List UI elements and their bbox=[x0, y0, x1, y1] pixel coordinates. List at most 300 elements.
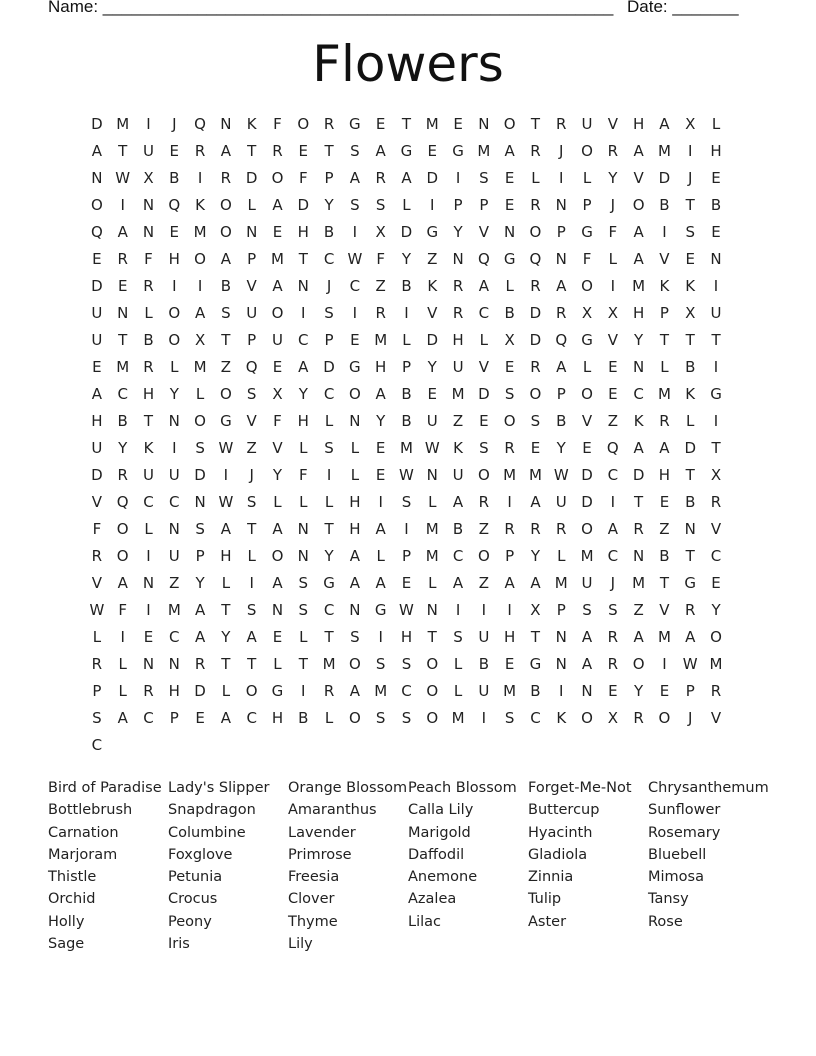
grid-letter[interactable]: T bbox=[530, 628, 541, 646]
grid-letter[interactable]: G bbox=[529, 655, 542, 673]
grid-letter[interactable]: M bbox=[193, 358, 207, 376]
grid-letter[interactable]: D bbox=[529, 331, 542, 349]
grid-letter[interactable]: L bbox=[118, 655, 127, 673]
grid-letter[interactable]: G bbox=[220, 412, 232, 430]
grid-letter[interactable]: L bbox=[273, 655, 282, 673]
grid-letter[interactable]: N bbox=[297, 277, 309, 295]
grid-letter[interactable]: C bbox=[323, 250, 335, 268]
grid-letter[interactable]: Y bbox=[634, 682, 644, 700]
grid-letter[interactable]: T bbox=[685, 547, 695, 565]
grid-letter[interactable]: P bbox=[479, 196, 489, 214]
grid-letter[interactable]: N bbox=[555, 250, 567, 268]
grid-letter[interactable]: Y bbox=[401, 250, 412, 268]
grid-letter[interactable]: R bbox=[375, 169, 386, 187]
grid-letter[interactable]: S bbox=[479, 169, 489, 187]
grid-letter[interactable]: P bbox=[556, 601, 566, 619]
grid-letter[interactable]: D bbox=[632, 466, 645, 484]
grid-letter[interactable]: H bbox=[91, 412, 103, 430]
grid-letter[interactable]: T bbox=[711, 331, 721, 349]
grid-letter[interactable]: O bbox=[426, 709, 439, 727]
grid-letter[interactable]: M bbox=[116, 358, 130, 376]
grid-letter[interactable]: L bbox=[324, 493, 334, 511]
grid-letter[interactable]: A bbox=[117, 709, 128, 727]
grid-letter[interactable]: S bbox=[221, 304, 231, 322]
grid-letter[interactable]: V bbox=[710, 709, 722, 727]
grid-letter[interactable]: C bbox=[143, 493, 154, 511]
grid-letter[interactable]: T bbox=[324, 520, 334, 538]
grid-letter[interactable]: Q bbox=[606, 439, 619, 457]
grid-letter[interactable]: O bbox=[219, 223, 232, 241]
grid-letter[interactable]: L bbox=[453, 655, 463, 673]
grid-letter[interactable]: A bbox=[556, 277, 567, 295]
grid-letter[interactable]: S bbox=[195, 439, 205, 457]
grid-letter[interactable]: A bbox=[504, 574, 515, 592]
grid-letter[interactable]: I bbox=[430, 196, 435, 214]
grid-letter[interactable]: O bbox=[503, 412, 516, 430]
grid-letter[interactable]: T bbox=[221, 331, 231, 349]
grid-letter[interactable]: D bbox=[91, 277, 103, 295]
grid-letter[interactable]: N bbox=[633, 358, 645, 376]
grid-letter[interactable]: Y bbox=[195, 574, 205, 592]
grid-letter[interactable]: L bbox=[299, 439, 308, 457]
grid-letter[interactable]: A bbox=[633, 628, 644, 646]
grid-letter[interactable]: O bbox=[245, 682, 258, 700]
grid-letter[interactable]: G bbox=[349, 358, 361, 376]
grid-letter[interactable]: R bbox=[530, 358, 541, 376]
grid-letter[interactable]: C bbox=[452, 547, 464, 565]
grid-letter[interactable]: T bbox=[659, 574, 670, 592]
grid-letter[interactable]: L bbox=[350, 439, 360, 457]
grid-letter[interactable]: L bbox=[453, 682, 463, 700]
grid-letter[interactable]: V bbox=[659, 601, 670, 619]
grid-letter[interactable]: L bbox=[324, 412, 334, 430]
grid-letter[interactable]: D bbox=[426, 169, 439, 187]
grid-letter[interactable]: M bbox=[167, 601, 181, 619]
grid-letter[interactable]: A bbox=[607, 520, 618, 538]
grid-letter[interactable]: U bbox=[246, 304, 258, 322]
grid-letter[interactable]: E bbox=[272, 223, 283, 241]
grid-letter[interactable]: P bbox=[247, 331, 257, 349]
grid-letter[interactable]: C bbox=[143, 709, 154, 727]
grid-letter[interactable]: U bbox=[452, 358, 464, 376]
grid-letter[interactable]: N bbox=[194, 493, 206, 511]
grid-letter[interactable]: X bbox=[607, 709, 618, 727]
grid-letter[interactable]: A bbox=[556, 358, 567, 376]
grid-letter[interactable]: V bbox=[659, 250, 670, 268]
grid-letter[interactable]: K bbox=[246, 115, 257, 133]
grid-letter[interactable]: A bbox=[220, 250, 232, 268]
grid-letter[interactable]: P bbox=[453, 196, 463, 214]
grid-letter[interactable]: R bbox=[607, 655, 619, 673]
grid-letter[interactable]: A bbox=[349, 547, 360, 565]
grid-letter[interactable]: P bbox=[659, 304, 669, 322]
grid-letter[interactable]: S bbox=[324, 304, 334, 322]
grid-letter[interactable]: K bbox=[427, 277, 438, 295]
grid-letter[interactable]: S bbox=[324, 439, 334, 457]
grid-letter[interactable]: J bbox=[249, 466, 254, 484]
grid-letter[interactable]: K bbox=[659, 277, 670, 295]
grid-letter[interactable]: E bbox=[711, 169, 721, 187]
grid-letter[interactable]: A bbox=[530, 493, 541, 511]
grid-letter[interactable]: N bbox=[271, 601, 284, 619]
grid-letter[interactable]: E bbox=[427, 142, 437, 160]
grid-letter[interactable]: T bbox=[324, 628, 334, 646]
grid-letter[interactable]: D bbox=[478, 385, 490, 403]
grid-letter[interactable]: N bbox=[349, 601, 361, 619]
grid-letter[interactable]: H bbox=[297, 412, 309, 430]
grid-letter[interactable]: A bbox=[581, 655, 593, 673]
grid-letter[interactable]: O bbox=[581, 520, 593, 538]
grid-letter[interactable]: A bbox=[478, 277, 489, 295]
grid-letter[interactable]: A bbox=[659, 115, 670, 133]
grid-letter[interactable]: K bbox=[556, 709, 567, 727]
grid-letter[interactable]: A bbox=[272, 196, 283, 214]
grid-letter[interactable]: M bbox=[322, 655, 336, 673]
grid-letter[interactable]: E bbox=[504, 169, 515, 187]
grid-letter[interactable]: A bbox=[659, 439, 670, 457]
grid-letter[interactable]: N bbox=[555, 628, 567, 646]
grid-letter[interactable]: Z bbox=[452, 412, 464, 430]
grid-letter[interactable]: L bbox=[428, 574, 437, 592]
grid-letter[interactable]: I bbox=[662, 223, 667, 241]
grid-letter[interactable]: I bbox=[172, 277, 177, 295]
grid-letter[interactable]: X bbox=[530, 601, 541, 619]
grid-letter[interactable]: L bbox=[479, 331, 489, 349]
grid-letter[interactable]: L bbox=[324, 709, 334, 727]
grid-letter[interactable]: F bbox=[144, 250, 153, 268]
grid-letter[interactable]: L bbox=[608, 250, 618, 268]
grid-letter[interactable]: S bbox=[92, 709, 102, 727]
grid-letter[interactable]: A bbox=[194, 601, 206, 619]
grid-letter[interactable]: M bbox=[374, 682, 388, 700]
grid-letter[interactable]: I bbox=[610, 493, 616, 511]
grid-letter[interactable]: X bbox=[685, 304, 696, 322]
grid-letter[interactable]: E bbox=[350, 331, 360, 349]
grid-letter[interactable]: H bbox=[504, 628, 516, 646]
grid-letter[interactable]: Y bbox=[118, 439, 128, 457]
grid-letter[interactable]: H bbox=[168, 250, 180, 268]
grid-letter[interactable]: O bbox=[168, 304, 181, 322]
grid-letter[interactable]: L bbox=[505, 277, 514, 295]
grid-letter[interactable]: T bbox=[685, 331, 695, 349]
grid-letter[interactable]: C bbox=[349, 277, 361, 295]
grid-letter[interactable]: I bbox=[301, 682, 306, 700]
grid-letter[interactable]: X bbox=[607, 304, 618, 322]
grid-letter[interactable]: H bbox=[375, 358, 387, 376]
grid-letter[interactable]: O bbox=[116, 520, 129, 538]
grid-letter[interactable]: I bbox=[223, 466, 229, 484]
grid-letter[interactable]: I bbox=[146, 547, 151, 565]
grid-letter[interactable]: C bbox=[710, 547, 722, 565]
grid-letter[interactable]: S bbox=[685, 223, 695, 241]
grid-letter[interactable]: M bbox=[657, 385, 671, 403]
grid-letter[interactable]: L bbox=[557, 547, 566, 565]
grid-letter[interactable]: I bbox=[301, 304, 306, 322]
grid-letter[interactable]: R bbox=[194, 655, 206, 673]
grid-letter[interactable]: U bbox=[91, 304, 103, 322]
grid-letter[interactable]: A bbox=[375, 574, 386, 592]
grid-letter[interactable]: S bbox=[246, 385, 257, 403]
grid-letter[interactable]: E bbox=[298, 142, 309, 160]
grid-letter[interactable]: E bbox=[272, 628, 283, 646]
grid-letter[interactable]: K bbox=[453, 439, 463, 457]
grid-letter[interactable]: W bbox=[399, 466, 414, 484]
grid-letter[interactable]: I bbox=[197, 169, 203, 187]
grid-letter[interactable]: B bbox=[401, 385, 412, 403]
grid-letter[interactable]: Z bbox=[220, 358, 232, 376]
grid-letter[interactable]: D bbox=[194, 682, 206, 700]
grid-letter[interactable]: Q bbox=[477, 250, 490, 268]
grid-letter[interactable]: A bbox=[375, 142, 386, 160]
grid-letter[interactable]: R bbox=[143, 277, 154, 295]
grid-letter[interactable]: A bbox=[530, 574, 541, 592]
grid-letter[interactable]: X bbox=[581, 304, 593, 322]
grid-letter[interactable]: O bbox=[348, 655, 361, 673]
grid-letter[interactable]: S bbox=[582, 601, 592, 619]
grid-letter[interactable]: M bbox=[528, 466, 542, 484]
grid-letter[interactable]: Y bbox=[324, 196, 334, 214]
grid-letter[interactable]: I bbox=[507, 601, 512, 619]
grid-letter[interactable]: D bbox=[581, 466, 593, 484]
grid-letter[interactable]: I bbox=[120, 628, 125, 646]
grid-letter[interactable]: V bbox=[710, 520, 722, 538]
grid-letter[interactable]: S bbox=[298, 574, 309, 592]
grid-letter[interactable]: G bbox=[581, 223, 593, 241]
grid-letter[interactable]: S bbox=[479, 439, 489, 457]
grid-letter[interactable]: G bbox=[581, 331, 593, 349]
grid-letter[interactable]: T bbox=[659, 331, 670, 349]
grid-letter[interactable]: U bbox=[143, 466, 154, 484]
grid-letter[interactable]: A bbox=[220, 709, 232, 727]
grid-letter[interactable]: E bbox=[711, 574, 721, 592]
grid-letter[interactable]: R bbox=[272, 142, 283, 160]
grid-letter[interactable]: E bbox=[685, 250, 695, 268]
grid-letter[interactable]: J bbox=[610, 196, 616, 214]
grid-letter[interactable]: M bbox=[451, 385, 465, 403]
grid-letter[interactable]: B bbox=[298, 709, 309, 727]
grid-letter[interactable]: W bbox=[89, 601, 105, 619]
grid-letter[interactable]: S bbox=[375, 655, 386, 673]
grid-letter[interactable]: O bbox=[194, 250, 206, 268]
grid-letter[interactable]: G bbox=[271, 682, 284, 700]
grid-letter[interactable]: Y bbox=[298, 385, 308, 403]
grid-letter[interactable]: H bbox=[658, 466, 671, 484]
grid-letter[interactable]: Z bbox=[478, 520, 489, 538]
grid-letter[interactable]: A bbox=[633, 223, 644, 241]
grid-letter[interactable]: I bbox=[662, 655, 667, 673]
grid-letter[interactable]: Z bbox=[169, 574, 180, 592]
grid-letter[interactable]: A bbox=[633, 439, 644, 457]
grid-letter[interactable]: C bbox=[117, 385, 128, 403]
grid-letter[interactable]: C bbox=[633, 385, 644, 403]
grid-letter[interactable]: R bbox=[710, 682, 722, 700]
grid-letter[interactable]: G bbox=[426, 223, 439, 241]
grid-letter[interactable]: S bbox=[504, 385, 515, 403]
grid-letter[interactable]: L bbox=[118, 682, 127, 700]
grid-letter[interactable]: Z bbox=[478, 574, 489, 592]
grid-letter[interactable]: M bbox=[657, 142, 671, 160]
grid-letter[interactable]: R bbox=[556, 115, 567, 133]
grid-letter[interactable]: U bbox=[168, 466, 180, 484]
grid-letter[interactable]: N bbox=[297, 547, 309, 565]
grid-letter[interactable]: A bbox=[272, 520, 283, 538]
grid-letter[interactable]: I bbox=[146, 601, 151, 619]
grid-letter[interactable]: N bbox=[117, 304, 129, 322]
grid-letter[interactable]: D bbox=[194, 466, 206, 484]
grid-letter[interactable]: X bbox=[272, 385, 283, 403]
grid-letter[interactable]: J bbox=[688, 709, 693, 727]
grid-letter[interactable]: E bbox=[659, 493, 670, 511]
grid-letter[interactable]: D bbox=[91, 466, 103, 484]
grid-letter[interactable]: S bbox=[608, 601, 618, 619]
grid-letter[interactable]: E bbox=[401, 574, 412, 592]
grid-letter[interactable]: E bbox=[659, 682, 670, 700]
grid-letter[interactable]: A bbox=[401, 169, 412, 187]
grid-letter[interactable]: A bbox=[220, 520, 232, 538]
grid-letter[interactable]: B bbox=[556, 412, 567, 430]
grid-letter[interactable]: S bbox=[350, 628, 360, 646]
grid-letter[interactable]: P bbox=[556, 223, 566, 241]
grid-letter[interactable]: I bbox=[455, 169, 461, 187]
grid-letter[interactable]: I bbox=[146, 115, 151, 133]
grid-letter[interactable]: M bbox=[451, 709, 465, 727]
grid-letter[interactable]: B bbox=[220, 277, 232, 295]
grid-letter[interactable]: I bbox=[404, 520, 409, 538]
grid-letter[interactable]: U bbox=[581, 574, 593, 592]
grid-letter[interactable]: R bbox=[117, 250, 128, 268]
grid-letter[interactable]: A bbox=[581, 628, 593, 646]
grid-letter[interactable]: N bbox=[297, 520, 309, 538]
grid-letter[interactable]: P bbox=[195, 547, 205, 565]
grid-letter[interactable]: O bbox=[116, 547, 129, 565]
grid-letter[interactable]: R bbox=[633, 709, 644, 727]
grid-letter[interactable]: P bbox=[556, 385, 566, 403]
grid-letter[interactable]: D bbox=[529, 304, 542, 322]
grid-letter[interactable]: I bbox=[559, 169, 564, 187]
grid-letter[interactable]: Q bbox=[90, 223, 103, 241]
grid-letter[interactable]: H bbox=[349, 520, 361, 538]
grid-letter[interactable]: F bbox=[608, 223, 618, 241]
grid-letter[interactable]: L bbox=[299, 628, 308, 646]
grid-letter[interactable]: Z bbox=[607, 412, 618, 430]
grid-letter[interactable]: M bbox=[425, 520, 439, 538]
grid-letter[interactable]: P bbox=[324, 169, 334, 187]
grid-letter[interactable]: T bbox=[711, 439, 721, 457]
grid-letter[interactable]: J bbox=[688, 169, 693, 187]
grid-letter[interactable]: O bbox=[194, 412, 206, 430]
grid-letter[interactable]: A bbox=[91, 385, 103, 403]
grid-letter[interactable]: A bbox=[117, 574, 128, 592]
grid-letter[interactable]: E bbox=[169, 223, 180, 241]
grid-letter[interactable]: U bbox=[271, 331, 283, 349]
grid-letter[interactable]: C bbox=[323, 385, 335, 403]
grid-letter[interactable]: G bbox=[323, 574, 335, 592]
grid-letter[interactable]: U bbox=[452, 466, 464, 484]
grid-letter[interactable]: G bbox=[503, 250, 516, 268]
grid-letter[interactable]: N bbox=[168, 520, 180, 538]
grid-letter[interactable]: U bbox=[555, 493, 567, 511]
grid-letter[interactable]: R bbox=[323, 115, 335, 133]
grid-letter[interactable]: E bbox=[92, 250, 102, 268]
grid-letter[interactable]: P bbox=[169, 709, 179, 727]
grid-letter[interactable]: L bbox=[221, 682, 231, 700]
grid-letter[interactable]: R bbox=[530, 196, 541, 214]
grid-letter[interactable]: O bbox=[90, 196, 103, 214]
grid-letter[interactable]: M bbox=[503, 466, 517, 484]
grid-letter[interactable]: N bbox=[168, 655, 180, 673]
grid-letter[interactable]: K bbox=[685, 277, 696, 295]
grid-letter[interactable]: U bbox=[91, 331, 103, 349]
grid-letter[interactable]: O bbox=[581, 385, 593, 403]
grid-letter[interactable]: E bbox=[608, 385, 618, 403]
grid-letter[interactable]: L bbox=[660, 358, 669, 376]
grid-letter[interactable]: P bbox=[247, 250, 257, 268]
grid-letter[interactable]: C bbox=[91, 736, 103, 754]
grid-letter[interactable]: E bbox=[375, 439, 386, 457]
grid-letter[interactable]: B bbox=[659, 547, 670, 565]
grid-letter[interactable]: C bbox=[401, 682, 412, 700]
grid-letter[interactable]: V bbox=[427, 304, 438, 322]
grid-letter[interactable]: M bbox=[503, 682, 517, 700]
grid-letter[interactable]: T bbox=[634, 493, 644, 511]
grid-letter[interactable]: S bbox=[246, 601, 257, 619]
grid-letter[interactable]: N bbox=[504, 223, 516, 241]
grid-letter[interactable]: Y bbox=[272, 466, 283, 484]
grid-letter[interactable]: B bbox=[401, 277, 412, 295]
grid-letter[interactable]: R bbox=[530, 277, 541, 295]
grid-letter[interactable]: N bbox=[142, 574, 155, 592]
grid-letter[interactable]: C bbox=[298, 331, 309, 349]
grid-letter[interactable]: N bbox=[349, 412, 361, 430]
grid-letter[interactable]: B bbox=[452, 520, 464, 538]
grid-letter[interactable]: G bbox=[349, 115, 361, 133]
grid-letter[interactable]: X bbox=[194, 331, 206, 349]
grid-letter[interactable]: U bbox=[91, 439, 103, 457]
grid-letter[interactable]: H bbox=[271, 709, 284, 727]
grid-letter[interactable]: L bbox=[428, 493, 437, 511]
grid-letter[interactable]: R bbox=[478, 493, 490, 511]
grid-letter[interactable]: L bbox=[582, 358, 592, 376]
grid-letter[interactable]: F bbox=[376, 250, 385, 268]
grid-letter[interactable]: J bbox=[326, 277, 332, 295]
grid-letter[interactable]: N bbox=[684, 520, 696, 538]
grid-letter[interactable]: E bbox=[608, 358, 618, 376]
grid-letter[interactable]: V bbox=[272, 439, 283, 457]
grid-letter[interactable]: E bbox=[169, 142, 180, 160]
grid-letter[interactable]: E bbox=[195, 709, 205, 727]
grid-letter[interactable]: R bbox=[607, 628, 619, 646]
grid-letter[interactable]: S bbox=[530, 412, 541, 430]
grid-letter[interactable]: A bbox=[220, 142, 232, 160]
grid-letter[interactable]: R bbox=[633, 520, 644, 538]
grid-letter[interactable]: V bbox=[633, 169, 644, 187]
grid-letter[interactable]: Y bbox=[608, 169, 618, 187]
grid-letter[interactable]: A bbox=[91, 142, 103, 160]
grid-letter[interactable]: Q bbox=[116, 493, 129, 511]
grid-letter[interactable]: A bbox=[685, 628, 696, 646]
grid-letter[interactable]: O bbox=[632, 655, 645, 673]
grid-letter[interactable]: I bbox=[559, 682, 564, 700]
grid-letter[interactable]: D bbox=[658, 169, 671, 187]
grid-letter[interactable]: T bbox=[324, 142, 334, 160]
grid-letter[interactable]: S bbox=[375, 709, 386, 727]
grid-letter[interactable]: G bbox=[452, 142, 464, 160]
grid-letter[interactable]: G bbox=[400, 142, 413, 160]
grid-letter[interactable]: O bbox=[297, 115, 310, 133]
grid-letter[interactable]: R bbox=[220, 169, 232, 187]
grid-letter[interactable]: C bbox=[607, 547, 619, 565]
grid-letter[interactable]: E bbox=[375, 466, 386, 484]
